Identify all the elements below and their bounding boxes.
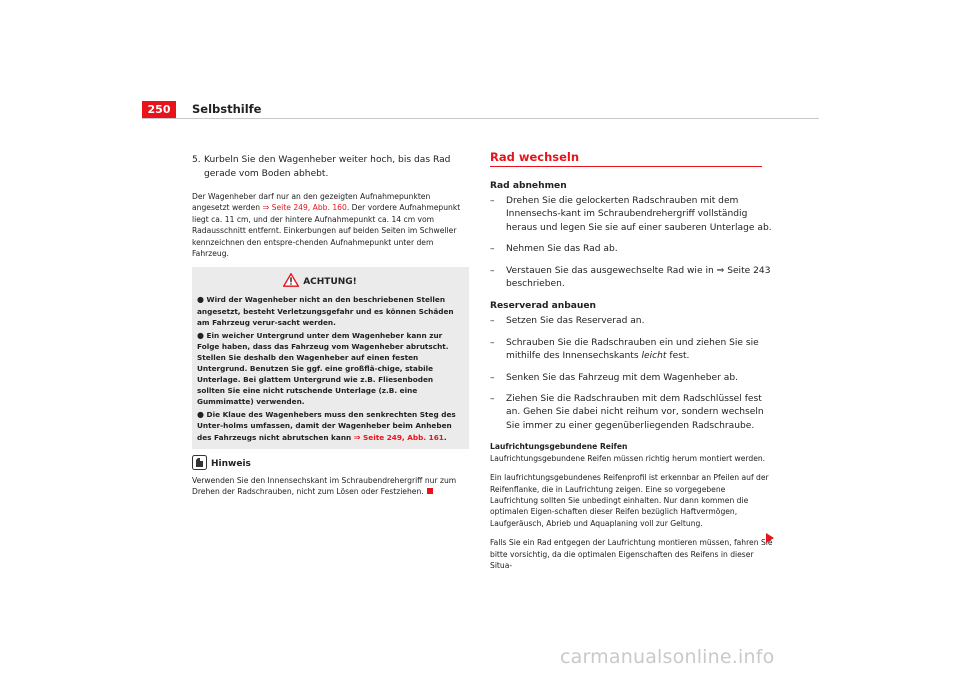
hint-text: Verwenden Sie den Innensechskant im Schraubendrehergriff nur zum Drehen der Radschrauben, nicht zum Lösen oder Festziehen. — [192, 475, 457, 497]
list-item-text: Nehmen Sie das Rad ab. — [506, 244, 618, 255]
step-text: Kurbeln Sie den Wagenheber weiter hoch, bis das Rad gerade vom Boden abhebt. — [204, 155, 451, 179]
list-item-text-cont: beschrieben. — [506, 279, 565, 290]
list-item-text: Schrauben Sie die Radschrauben ein und ziehen Sie sie mithilfe des Innensechskants — [506, 337, 759, 362]
header-rule — [142, 118, 819, 119]
dash: – — [490, 372, 495, 383]
reference-arrow-icon: ⇒ — [262, 203, 270, 213]
list-item — [490, 265, 773, 292]
bullet-icon: ● — [197, 295, 204, 305]
list-item-text: Ziehen Sie die Radschrauben mit dem Radschlüssel fest an. Gehen Sie dabei nicht reihum vor, sondern wechseln Sie immer zu einer gegenüberliegenden Radschraube. — [506, 394, 764, 431]
subheading-mount: Reserverad anbauen — [490, 301, 596, 312]
reference-arrow-icon: ⇒ — [716, 265, 725, 276]
list-item-text-wrap — [506, 265, 773, 292]
hint-header — [192, 455, 469, 474]
dash: – — [490, 196, 495, 206]
list-item — [490, 337, 773, 364]
tires-paragraph: Falls Sie ein Rad entgegen der Laufrichtung montieren müssen, fahren Sie bitte vorsichtig, da die optimalen Eigenschaften des Reifens in dieser Situa- — [490, 538, 773, 570]
right-column — [490, 150, 773, 579]
bullet-icon: ● — [197, 410, 204, 420]
warning-item — [197, 294, 463, 327]
hint-icon — [192, 455, 207, 474]
jack-note — [192, 191, 469, 259]
page-header-title: Selbsthilfe — [192, 102, 262, 116]
reference-link[interactable]: Seite 243 — [727, 265, 771, 276]
hint-title: Hinweis — [211, 459, 251, 470]
list-item-text: Setzen Sie das Reserverad an. — [506, 316, 645, 327]
hint-text-block — [192, 475, 469, 498]
step-5 — [192, 153, 469, 181]
warning-triangle-icon — [283, 272, 299, 291]
dash: – — [490, 316, 495, 327]
list-item-text-wrap — [506, 337, 773, 364]
list-item — [490, 195, 773, 235]
list-item-text: Drehen Sie die gelockerten Radschrauben mit dem Innensechs-kant im Schraubendrehergriff vollständig heraus und legen Sie sie auf einer sauberen Unterlage ab. — [506, 196, 772, 233]
dash: – — [490, 394, 495, 405]
tires-paragraph: Ein laufrichtungsgebundenes Reifenprofil ist erkennbar an Pfeilen auf der Reifenflanke, die in Laufrichtung zeigen. Eine so vorgegebene Laufrichtung sollten Sie unbedingt einhalten. Nur dann kommen die optimalen Eigen-schaften dieser Reifen bezüglich Haftvermögen, Laufgeräusch, Abrieb und Aquaplaning voll zur Geltung. — [490, 473, 769, 528]
subheading-remove: Rad abnehmen — [490, 181, 567, 191]
emphasis: leicht — [641, 351, 667, 362]
list-item — [490, 372, 773, 385]
list-item — [490, 243, 773, 256]
warning-box — [192, 267, 469, 448]
left-column — [192, 153, 469, 505]
list-item-text-cont: fest. — [669, 351, 690, 362]
warning-item-text: Ein weicher Untergrund unter dem Wagenheber kann zur Folge haben, dass das Fahrzeug vom Wagenheber abrutscht. Stellen Sie deshalb den Wagenheber auf einen festen Untergrund. Benutzen Sie ggf. eine großflä-chige, stabile Unterlage. Bei glattem Untergrund wie z.B. Fliesenboden sollten Sie eine nicht rutschende Unterlage (z.B. eine Gummimatte) verwenden. — [197, 330, 449, 407]
reference-arrow-icon: ⇒ — [353, 432, 361, 442]
list-item-text: Senken Sie das Fahrzeug mit dem Wagenheber ab. — [506, 372, 739, 383]
list-item — [490, 315, 773, 328]
watermark: carmanualsonline.info — [560, 646, 775, 668]
warning-item — [197, 409, 463, 442]
step-number: 5. — [192, 155, 201, 165]
bullet-icon: ● — [197, 330, 204, 340]
jack-note-text-cont: . Der vordere Aufnahmepunkt liegt ca. 11 cm, und der hintere Aufnahmepunkt ca. 14 cm vom Radausschnitt entfernt. Einkerbungen auf beiden Seiten im Schweller kennzeichnen den entspre-chenden Aufnahmepunkt unter dem Fahrzeug. — [192, 203, 461, 259]
warning-item-text: Wird der Wagenheber nicht an den beschriebenen Stellen angesetzt, besteht Verletzungsgefahr und es können Schäden am Fahrzeug verur-sacht werden. — [197, 295, 454, 327]
tires-paragraph: Laufrichtungsgebundene Reifen müssen richtig herum montiert werden. — [490, 453, 766, 463]
list-item — [490, 393, 773, 433]
list-item-text: Verstauen Sie das ausgewechselte Rad wie in — [506, 265, 714, 276]
warning-title: ACHTUNG! — [303, 276, 357, 287]
subheading-tires: Laufrichtungsgebundene Reifen — [490, 442, 628, 452]
continue-arrow-icon — [766, 533, 774, 543]
jack-note-text: Der Wagenheber darf nur an den gezeigten Aufnahmepunkten angesetzt werden — [192, 192, 431, 213]
warning-item — [197, 330, 463, 408]
reference-link[interactable]: Seite 249, Abb. 160 — [271, 203, 347, 213]
warning-header — [197, 272, 463, 291]
page-number: 250 — [142, 101, 176, 118]
reference-link[interactable]: Seite 249, Abb. 161 — [363, 432, 444, 442]
dash: – — [490, 337, 495, 348]
end-of-section-icon — [427, 488, 433, 494]
section-title: Rad wechseln — [490, 150, 762, 167]
dash: – — [490, 265, 495, 276]
dash: – — [490, 244, 495, 255]
warning-item-end: . — [443, 432, 447, 442]
warning-item-text: Die Klaue des Wagenhebers muss den senkrechten Steg des Unter-holms umfassen, damit der Wagenheber beim Anheben des Fahrzeugs nicht abrutschen kann — [197, 410, 456, 442]
